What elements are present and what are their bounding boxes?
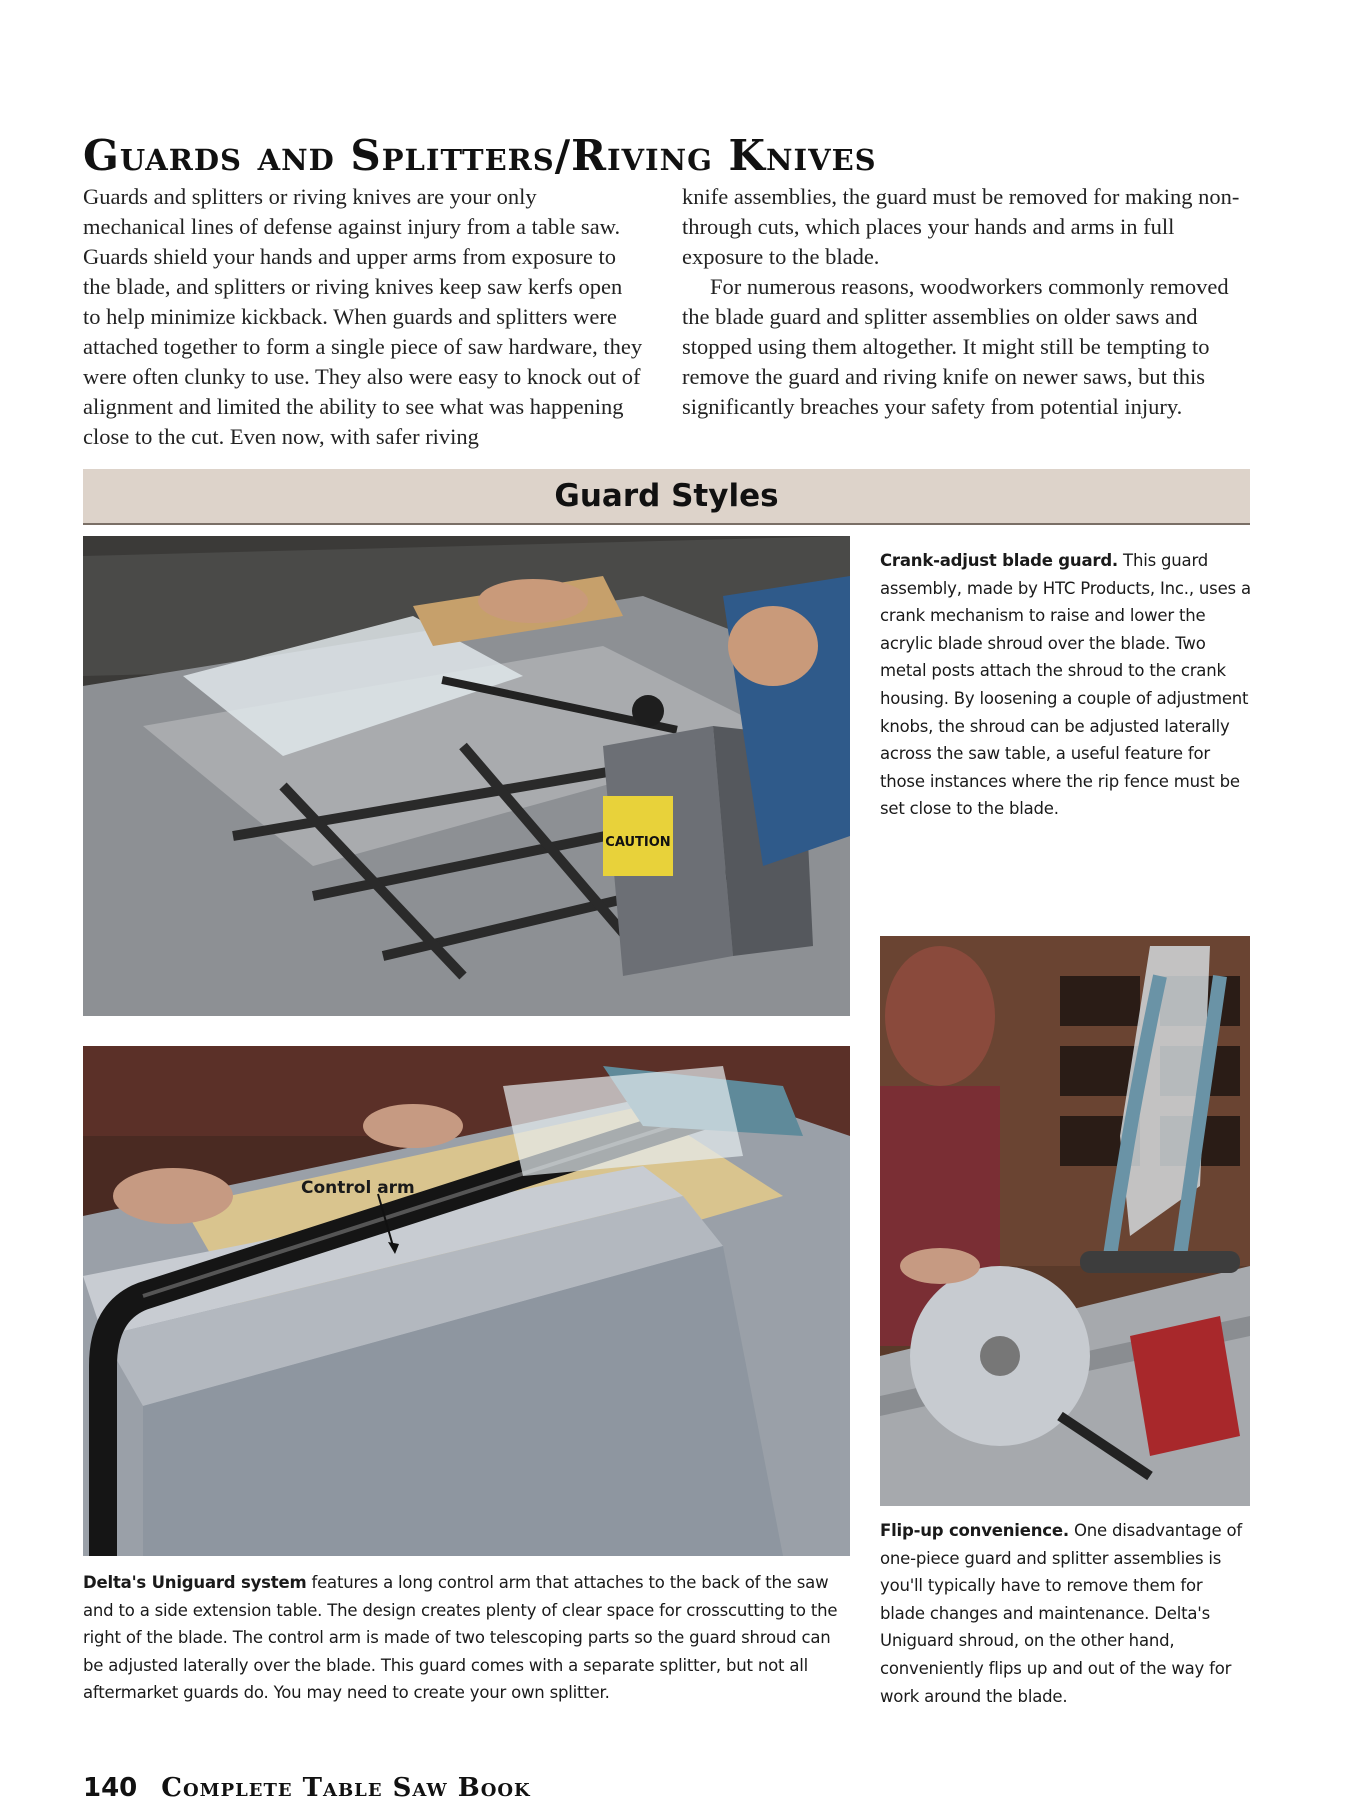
section-banner xyxy=(83,469,1250,525)
control-arm-callout: Control arm xyxy=(301,1178,415,1198)
flipup-guard-photo xyxy=(880,936,1250,1506)
body-paragraph: Guards and splitters or riving knives are your only mechanical lines of defense against injury from a table saw. Guards shield your hands and upper arms from exposure to the blade, and splitters or riving knives keep saw kerfs open to help minimize kickback. When guards and splitters were attached together to form a single piece of saw hardware, they were often clunky to use. They also were easy to knock out of alignment and limited the ability to see what was happening close to the cut. Even now, with safer riving xyxy=(83,184,643,449)
crank-guard-photo xyxy=(83,536,850,1016)
flipup-caption xyxy=(880,1517,1252,1710)
caution-text: CAUTION xyxy=(605,835,671,850)
section-title: Guard Styles xyxy=(554,478,779,514)
caption-lead: Crank-adjust blade guard. xyxy=(880,551,1119,570)
page-number: 140 xyxy=(83,1773,138,1803)
page-footer xyxy=(83,1773,531,1803)
page-title: Guards and Splitters/Riving Knives xyxy=(83,131,877,180)
caption-text: features a long control arm that attaches to the back of the saw and to a side extension table. The design creates plenty of clear space for crosscutting to the right of the blade. The control arm is made of two telescoping parts so the guard shroud can be adjusted laterally over the blade. This guard comes with a separate splitter, but not all aftermarket guards do. You may need to create your own splitter. xyxy=(83,1573,838,1703)
book-title: Complete Table Saw Book xyxy=(161,1773,531,1803)
caption-lead: Delta's Uniguard system xyxy=(83,1573,307,1592)
uniguard-photo xyxy=(83,1046,850,1556)
crank-guard-caption xyxy=(880,547,1252,823)
caption-lead: Flip-up convenience. xyxy=(880,1521,1069,1540)
uniguard-caption xyxy=(83,1569,853,1707)
caption-text: One disadvantage of one-piece guard and splitter assemblies is you'll typically have to remove them for blade changes and maintenance. Delta's Uniguard shroud, on the other hand, conveniently flips up and out of the way for work around the blade. xyxy=(880,1521,1242,1706)
body-column-right xyxy=(682,182,1252,422)
caption-text: This guard assembly, made by HTC Products, Inc., uses a crank mechanism to raise and lower the acrylic blade shroud over the blade. Two metal posts attach the shroud to the crank housing. By loosening a couple of adjustment knobs, the shroud can be adjusted laterally across the saw table, a useful feature for those instances where the rip fence must be set close to the blade. xyxy=(880,551,1251,819)
body-paragraph: For numerous reasons, woodworkers commonly removed the blade guard and splitter assemblies on older saws and stopped using them altogether. It might still be tempting to remove the guard and riving knife on newer saws, but this significantly breaches your safety from potential injury. xyxy=(682,274,1229,419)
body-paragraph: knife assemblies, the guard must be removed for making non-through cuts, which places your hands and arms in full exposure to the blade. xyxy=(682,184,1240,269)
body-column-left xyxy=(83,182,643,452)
